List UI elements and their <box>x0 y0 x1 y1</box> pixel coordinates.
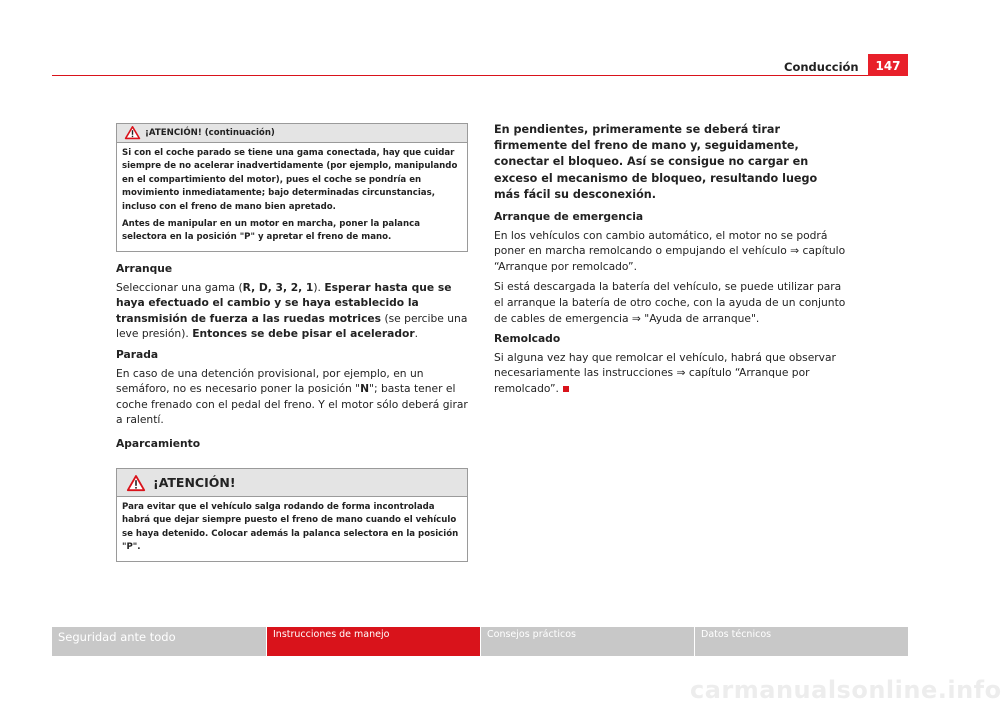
warning-paragraph: Para evitar que el vehículo salga rodando de forma incontrolada habrá que dejar siempre puesto el freno de mano cuando el vehículo se haya detenido. Colocar además la palanca selectora en la posición "P". <box>122 502 459 553</box>
warning-header <box>117 469 467 497</box>
warning-triangle-icon <box>125 126 140 139</box>
warning-header <box>117 124 467 143</box>
lead-paragraph: En pendientes, primeramente se deberá tirar firmemente del freno de mano y, seguidamente, conectar el bloqueo. Así se consigue no cargar en exceso el mecanismo de bloqueo, resultando luego más fácil su desconexión. <box>494 123 818 201</box>
warning-title: ¡ATENCIÓN! (continuación) <box>145 128 275 138</box>
parada-paragraph: En caso de una detención provisional, por ejemplo, en un semáforo, no es necesario poner la posición "N"; basta tener el coche frenado con el pedal del freno. Y el motor sólo deberá girar a ralentí. <box>116 366 468 427</box>
warning-body <box>117 143 467 251</box>
footer-tab-seguridad[interactable]: Seguridad ante todo <box>52 627 266 656</box>
section-heading-emergencia: Arranque de emergencia <box>494 210 644 224</box>
section-heading-aparcamiento: Aparcamiento <box>116 436 201 450</box>
section-heading-arranque: Arranque <box>116 262 173 275</box>
header-rule <box>52 75 908 76</box>
arranque-paragraph: Seleccionar una gama (R, D, 3, 2, 1). Esperar hasta que se haya efectuado el cambio y se haya establecido la transmisión de fuerza a las ruedas motrices (se percibe una leve presión). Entonces se debe pisar el acelerador. <box>116 280 468 341</box>
warning-triangle-icon <box>127 475 145 491</box>
warning-box-continued <box>116 123 468 252</box>
page-title: Conducción <box>784 60 859 74</box>
right-column <box>494 122 846 402</box>
footer-tab-datos[interactable]: Datos técnicos <box>695 627 908 656</box>
footer-tab-instrucciones[interactable]: Instrucciones de manejo <box>267 627 480 656</box>
left-column <box>116 261 468 455</box>
warning-box <box>116 468 468 562</box>
footer-tab-consejos[interactable]: Consejos prácticos <box>481 627 694 656</box>
emergencia-paragraph-2: Si está descargada la batería del vehículo, se puede utilizar para el arranque la batería de otro coche, con la ayuda de un conjunto de cables de emergencia ⇒ "Ayuda de arranque". <box>494 280 846 325</box>
section-heading-parada: Parada <box>116 347 159 361</box>
watermark: carmanualsonline.info <box>690 676 1002 704</box>
warning-paragraph: Si con el coche parado se tiene una gama conectada, hay que cuidar siempre de no acelerar inadvertidamente (por ejemplo, manipulando en el compartimiento del motor), pues el coche se pondría en movimiento inmediatamente; bajo determinadas circunstancias, incluso con el freno de mano bien apretado. <box>122 148 458 212</box>
page-number: 147 <box>868 54 908 76</box>
section-heading-remolcado: Remolcado <box>494 332 561 346</box>
warning-paragraph: Antes de manipular en un motor en marcha, poner la palanca selectora en la posición "P" y apretar el freno de mano. <box>122 219 420 243</box>
emergencia-paragraph-1: En los vehículos con cambio automático, el motor no se podrá poner en marcha remolcando o empujando el vehículo ⇒ capítulo “Arranque por remolcado”. <box>494 228 846 273</box>
warning-title: ¡ATENCIÓN! <box>153 475 236 490</box>
warning-body <box>117 497 467 561</box>
end-of-section-marker <box>563 386 569 392</box>
remolcado-paragraph: Si alguna vez hay que remolcar el vehículo, habrá que observar necesariamente las instrucciones ⇒ capítulo “Arranque por remolcado”. <box>494 350 836 395</box>
